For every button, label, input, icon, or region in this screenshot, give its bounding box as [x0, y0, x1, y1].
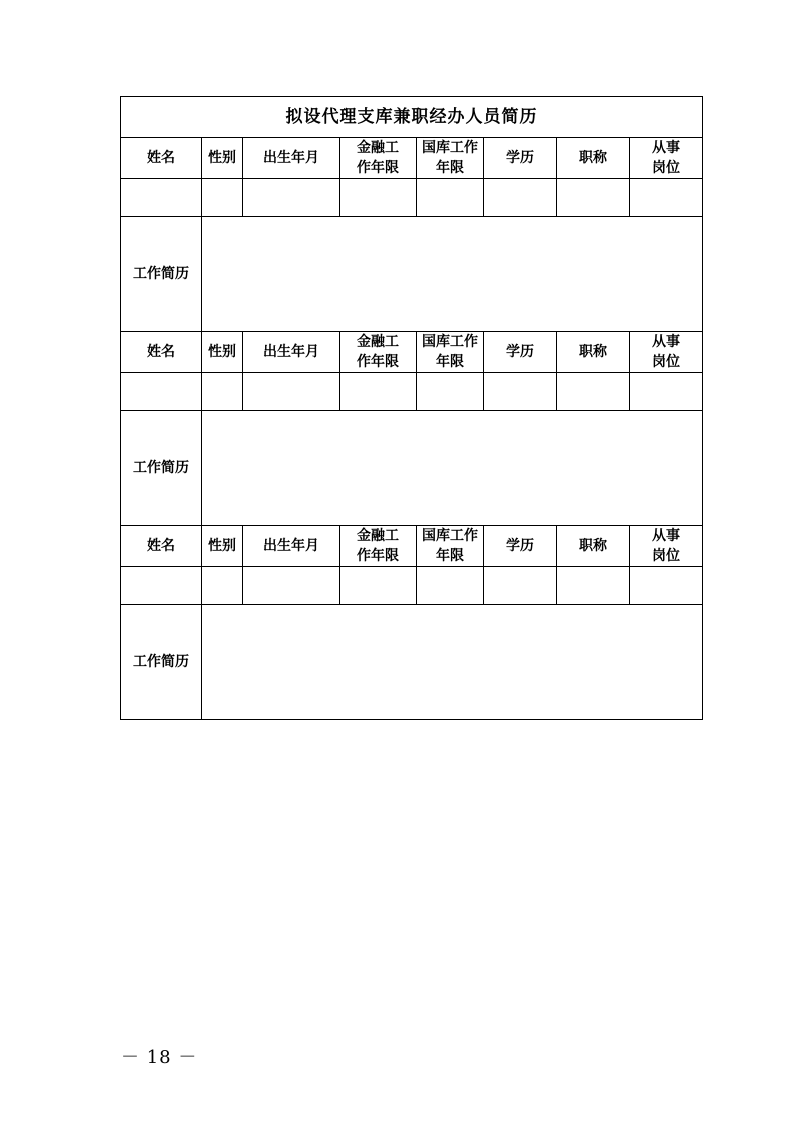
resume-form-table [120, 96, 703, 720]
header-name: 姓名 [121, 332, 202, 373]
header-education: 学历 [484, 138, 557, 179]
name-cell[interactable] [121, 567, 202, 605]
header-finance-years-line1: 金融工 [357, 140, 399, 156]
birth-cell[interactable] [243, 567, 340, 605]
header-row [121, 526, 703, 567]
header-position [630, 138, 703, 179]
header-position [630, 332, 703, 373]
header-treasury-years-line1: 国库工作 [422, 140, 478, 156]
finance-years-cell[interactable] [340, 373, 417, 411]
header-gender: 性别 [202, 526, 243, 567]
header-treasury-years [417, 332, 484, 373]
form-title: 拟设代理支库兼职经办人员简历 [121, 97, 703, 138]
header-name: 姓名 [121, 138, 202, 179]
header-treasury-years-line1: 国库工作 [422, 528, 478, 544]
header-name: 姓名 [121, 526, 202, 567]
position-cell[interactable] [630, 567, 703, 605]
header-row [121, 332, 703, 373]
header-position-line2: 岗位 [652, 354, 680, 370]
name-cell[interactable] [121, 373, 202, 411]
birth-cell[interactable] [243, 179, 340, 217]
resume-row [121, 217, 703, 332]
header-birth: 出生年月 [243, 332, 340, 373]
finance-years-cell[interactable] [340, 179, 417, 217]
header-education: 学历 [484, 332, 557, 373]
position-cell[interactable] [630, 373, 703, 411]
header-education: 学历 [484, 526, 557, 567]
resume-label: 工作简历 [121, 411, 202, 526]
job-title-cell[interactable] [557, 373, 630, 411]
info-entry-row [121, 567, 703, 605]
header-row [121, 138, 703, 179]
header-finance-years-line2: 作年限 [357, 160, 399, 176]
header-finance-years [340, 138, 417, 179]
header-treasury-years [417, 138, 484, 179]
header-position-line2: 岗位 [652, 548, 680, 564]
resume-row [121, 605, 703, 720]
header-position-line1: 从事 [652, 334, 680, 350]
header-treasury-years-line1: 国库工作 [422, 334, 478, 350]
header-treasury-years [417, 526, 484, 567]
gender-cell[interactable] [202, 567, 243, 605]
header-job-title: 职称 [557, 138, 630, 179]
header-position-line2: 岗位 [652, 160, 680, 176]
header-treasury-years-line2: 年限 [436, 354, 464, 370]
header-finance-years-line1: 金融工 [357, 528, 399, 544]
header-birth: 出生年月 [243, 138, 340, 179]
resume-content-cell[interactable] [202, 217, 703, 332]
page-number: － 18 － [121, 1047, 198, 1068]
treasury-years-cell[interactable] [417, 179, 484, 217]
education-cell[interactable] [484, 179, 557, 217]
info-entry-row [121, 373, 703, 411]
education-cell[interactable] [484, 567, 557, 605]
finance-years-cell[interactable] [340, 567, 417, 605]
header-treasury-years-line2: 年限 [436, 548, 464, 564]
resume-label: 工作简历 [121, 605, 202, 720]
resume-row [121, 411, 703, 526]
position-cell[interactable] [630, 179, 703, 217]
header-position-line1: 从事 [652, 528, 680, 544]
header-finance-years-line2: 作年限 [357, 354, 399, 370]
info-entry-row [121, 179, 703, 217]
header-finance-years [340, 332, 417, 373]
birth-cell[interactable] [243, 373, 340, 411]
header-gender: 性别 [202, 138, 243, 179]
header-position [630, 526, 703, 567]
header-position-line1: 从事 [652, 140, 680, 156]
resume-content-cell[interactable] [202, 605, 703, 720]
resume-label: 工作简历 [121, 217, 202, 332]
name-cell[interactable] [121, 179, 202, 217]
job-title-cell[interactable] [557, 567, 630, 605]
gender-cell[interactable] [202, 373, 243, 411]
header-treasury-years-line2: 年限 [436, 160, 464, 176]
header-job-title: 职称 [557, 332, 630, 373]
resume-content-cell[interactable] [202, 411, 703, 526]
header-finance-years [340, 526, 417, 567]
education-cell[interactable] [484, 373, 557, 411]
job-title-cell[interactable] [557, 179, 630, 217]
header-finance-years-line2: 作年限 [357, 548, 399, 564]
gender-cell[interactable] [202, 179, 243, 217]
treasury-years-cell[interactable] [417, 373, 484, 411]
treasury-years-cell[interactable] [417, 567, 484, 605]
header-job-title: 职称 [557, 526, 630, 567]
header-birth: 出生年月 [243, 526, 340, 567]
header-gender: 性别 [202, 332, 243, 373]
header-finance-years-line1: 金融工 [357, 334, 399, 350]
